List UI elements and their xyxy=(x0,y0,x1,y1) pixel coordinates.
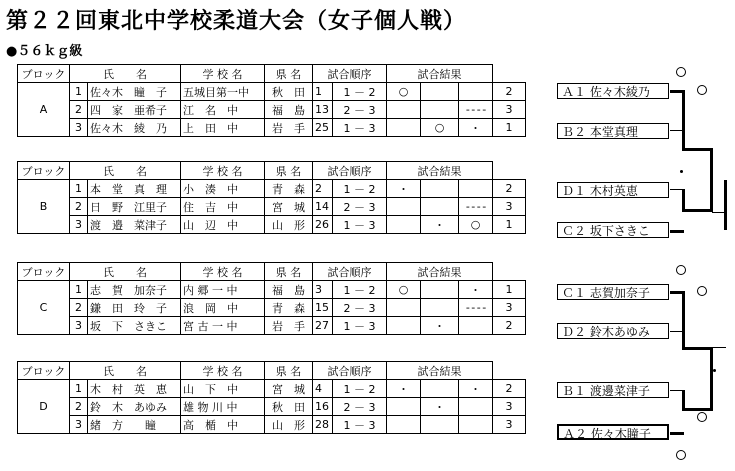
block-letter: D xyxy=(18,380,70,434)
result-cell xyxy=(387,317,421,335)
result-cell: ・ xyxy=(421,317,459,335)
result-cell xyxy=(387,299,421,317)
result-cell: - - - - xyxy=(465,200,486,213)
prefecture: 山 形 xyxy=(265,216,313,234)
loss-dot xyxy=(680,170,683,173)
competitor-name: 志 賀 加奈子 xyxy=(88,281,181,299)
header-school: 学 校 名 xyxy=(181,263,265,281)
rank: 3 xyxy=(493,299,526,317)
bracket-entry: Ａ１ 佐々木綾乃 xyxy=(557,83,669,99)
school-name: 高 楯 中 xyxy=(181,416,265,434)
school-name: 山 辺 中 xyxy=(181,216,265,234)
block-letter: C xyxy=(18,281,70,335)
result-cell xyxy=(387,398,421,416)
pool-table-b xyxy=(17,161,546,234)
school-name: 小 湊 中 xyxy=(181,180,265,198)
bracket-line xyxy=(712,347,726,348)
prefecture: 山 形 xyxy=(265,416,313,434)
competitor-name: 渡 邉 菜津子 xyxy=(88,216,181,234)
match-seq: 2 xyxy=(313,180,333,198)
match-pair: 1 － 3 xyxy=(333,317,387,335)
match-pair: 1 － 3 xyxy=(333,416,387,434)
match-pair: 1 － 2 xyxy=(333,180,387,198)
page-title: 第２２回東北中学校柔道大会（女子個人戦） xyxy=(6,9,467,34)
header-order: 試合順序 xyxy=(313,263,387,281)
result-cell xyxy=(421,416,459,434)
bracket-line xyxy=(682,209,712,212)
table-row xyxy=(18,281,546,299)
rank: 3 xyxy=(493,101,526,119)
match-seq: 27 xyxy=(313,317,333,335)
prefecture: 福 島 xyxy=(265,281,313,299)
bracket-line xyxy=(682,189,685,211)
block-letter: A xyxy=(18,83,70,137)
bracket-line xyxy=(682,148,712,151)
school-name: 内 郷 一 中 xyxy=(181,281,265,299)
win-circle xyxy=(697,286,707,296)
header-results: 試合結果 xyxy=(387,362,493,380)
header-block: ブロック xyxy=(18,263,70,281)
table-row xyxy=(18,317,546,335)
match-pair: 2 － 3 xyxy=(333,198,387,216)
header-spacer xyxy=(493,65,526,83)
result-cell xyxy=(459,398,493,416)
header-results: 試合結果 xyxy=(387,65,493,83)
header-pref: 県 名 xyxy=(265,263,313,281)
bracket-line xyxy=(710,148,713,212)
result-cell: - - - - xyxy=(465,103,486,116)
result-cell xyxy=(421,380,459,398)
competitor-number: 3 xyxy=(70,119,88,137)
match-pair: 2 － 3 xyxy=(333,101,387,119)
school-name: 江 名 中 xyxy=(181,101,265,119)
result-cell: - - - - xyxy=(465,301,486,314)
result-cell xyxy=(387,198,421,216)
table-row xyxy=(18,380,546,398)
rank: 2 xyxy=(493,317,526,335)
header-school: 学 校 名 xyxy=(181,362,265,380)
header-name: 氏 名 xyxy=(70,362,181,380)
bracket-line xyxy=(670,230,684,233)
header-pref: 県 名 xyxy=(265,65,313,83)
bracket-entry: Ｄ２ 鈴木あゆみ xyxy=(557,323,669,339)
header-pref: 県 名 xyxy=(265,362,313,380)
result-cell xyxy=(421,299,459,317)
competitor-number: 3 xyxy=(70,216,88,234)
bracket-line xyxy=(670,432,684,435)
prefecture: 宮 城 xyxy=(265,198,313,216)
pool-table-a xyxy=(17,64,546,137)
win-circle xyxy=(697,412,707,422)
bracket-entry: Ｂ２ 本堂真理 xyxy=(557,123,669,139)
prefecture: 青 森 xyxy=(265,299,313,317)
header-name: 氏 名 xyxy=(70,263,181,281)
bracket-line xyxy=(670,130,684,131)
result-cell: ・ xyxy=(387,180,421,198)
competitor-number: 2 xyxy=(70,198,88,216)
header-order: 試合順序 xyxy=(313,65,387,83)
match-seq: 3 xyxy=(313,281,333,299)
header-block: ブロック xyxy=(18,162,70,180)
result-cell: ・ xyxy=(459,281,493,299)
bracket-line xyxy=(682,347,712,350)
loss-dot xyxy=(713,369,716,372)
match-seq: 28 xyxy=(313,416,333,434)
rank: 1 xyxy=(493,119,526,137)
result-cell xyxy=(387,101,421,119)
win-circle xyxy=(697,85,707,95)
header-results: 試合結果 xyxy=(387,162,493,180)
competitor-name: 坂 下 さきこ xyxy=(88,317,181,335)
bracket-line xyxy=(682,90,685,150)
school-name: 五城目第一中 xyxy=(181,83,265,101)
weight-class: ●５６ｋｇ級 xyxy=(6,44,83,59)
prefecture: 岩 手 xyxy=(265,317,313,335)
competitor-name: 本 堂 真 理 xyxy=(88,180,181,198)
school-name: 宮 古 一 中 xyxy=(181,317,265,335)
match-seq: 4 xyxy=(313,380,333,398)
result-cell xyxy=(421,180,459,198)
competitor-number: 2 xyxy=(70,398,88,416)
rank: 2 xyxy=(493,83,526,101)
table-row xyxy=(18,180,546,198)
result-cell xyxy=(387,119,421,137)
result-cell xyxy=(387,216,421,234)
match-seq: 26 xyxy=(313,216,333,234)
school-name: 浪 岡 中 xyxy=(181,299,265,317)
result-cell xyxy=(459,180,493,198)
competitor-name: 日 野 江里子 xyxy=(88,198,181,216)
competitor-number: 1 xyxy=(70,83,88,101)
result-cell xyxy=(459,83,493,101)
bracket-entry: Ｃ２ 坂下さきこ xyxy=(557,222,669,238)
match-pair: 1 － 2 xyxy=(333,281,387,299)
competitor-number: 1 xyxy=(70,281,88,299)
competitor-number: 2 xyxy=(70,101,88,119)
match-pair: 2 － 3 xyxy=(333,299,387,317)
result-cell: ○ xyxy=(387,83,421,101)
block-letter: B xyxy=(18,180,70,234)
match-pair: 1 － 2 xyxy=(333,83,387,101)
bracket-line xyxy=(682,390,685,410)
header-spacer xyxy=(493,362,526,380)
pool-table-c xyxy=(17,262,546,335)
header-block: ブロック xyxy=(18,65,70,83)
result-cell xyxy=(421,101,459,119)
match-seq: 13 xyxy=(313,101,333,119)
header-order: 試合順序 xyxy=(313,362,387,380)
result-cell: ・ xyxy=(459,380,493,398)
rank: 3 xyxy=(493,198,526,216)
bracket-entry: Ｄ１ 木村英恵 xyxy=(557,182,669,198)
match-pair: 1 － 3 xyxy=(333,216,387,234)
header-spacer xyxy=(493,263,526,281)
header-name: 氏 名 xyxy=(70,65,181,83)
result-cell xyxy=(387,416,421,434)
header-results: 試合結果 xyxy=(387,263,493,281)
match-seq: 15 xyxy=(313,299,333,317)
table-row xyxy=(18,119,546,137)
header-spacer xyxy=(493,162,526,180)
result-cell: ・ xyxy=(459,119,493,137)
match-pair: 1 － 3 xyxy=(333,119,387,137)
header-order: 試合順序 xyxy=(313,162,387,180)
header-school: 学 校 名 xyxy=(181,65,265,83)
win-circle xyxy=(676,67,686,77)
rank: 2 xyxy=(493,380,526,398)
competitor-name: 四 家 亜希子 xyxy=(88,101,181,119)
result-cell: ○ xyxy=(387,281,421,299)
prefecture: 岩 手 xyxy=(265,119,313,137)
result-cell: ・ xyxy=(421,216,459,234)
competitor-name: 佐々木 瞳 子 xyxy=(88,83,181,101)
result-cell xyxy=(459,317,493,335)
school-name: 山 下 中 xyxy=(181,380,265,398)
header-name: 氏 名 xyxy=(70,162,181,180)
table-row xyxy=(18,101,546,119)
prefecture: 秋 田 xyxy=(265,83,313,101)
win-circle xyxy=(676,265,686,275)
match-seq: 14 xyxy=(313,198,333,216)
rank: 3 xyxy=(493,416,526,434)
bracket-line xyxy=(724,180,727,230)
result-cell xyxy=(421,83,459,101)
competitor-name: 佐々木 綾 乃 xyxy=(88,119,181,137)
match-seq: 16 xyxy=(313,398,333,416)
rank: 1 xyxy=(493,281,526,299)
school-name: 上 田 中 xyxy=(181,119,265,137)
rank: 1 xyxy=(493,216,526,234)
win-circle xyxy=(676,450,686,460)
competitor-number: 1 xyxy=(70,180,88,198)
result-cell: ・ xyxy=(421,398,459,416)
competitor-number: 3 xyxy=(70,416,88,434)
table-row xyxy=(18,398,546,416)
match-pair: 1 － 2 xyxy=(333,380,387,398)
school-name: 雄 物 川 中 xyxy=(181,398,265,416)
match-pair: 2 － 3 xyxy=(333,398,387,416)
table-row xyxy=(18,216,546,234)
bracket-line xyxy=(682,291,685,349)
competitor-number: 2 xyxy=(70,299,88,317)
table-row xyxy=(18,299,546,317)
bracket-line xyxy=(682,408,712,411)
competitor-number: 3 xyxy=(70,317,88,335)
school-name: 住 吉 中 xyxy=(181,198,265,216)
competitor-name: 木 村 英 恵 xyxy=(88,380,181,398)
prefecture: 青 森 xyxy=(265,180,313,198)
bracket-entry: Ａ２ 佐々木瞳子 xyxy=(557,424,669,440)
pool-table-d xyxy=(17,361,546,434)
table-row xyxy=(18,83,546,101)
competitor-name: 鈴 木 あゆみ xyxy=(88,398,181,416)
match-seq: 25 xyxy=(313,119,333,137)
result-cell xyxy=(459,416,493,434)
competitor-number: 1 xyxy=(70,380,88,398)
bracket-line xyxy=(670,331,684,332)
bracket-line xyxy=(710,347,713,411)
header-school: 学 校 名 xyxy=(181,162,265,180)
result-cell: ・ xyxy=(387,380,421,398)
result-cell: ○ xyxy=(459,216,493,234)
result-cell: ○ xyxy=(421,119,459,137)
rank: 3 xyxy=(493,398,526,416)
bracket-entry: Ｃ１ 志賀加奈子 xyxy=(557,284,669,300)
table-row xyxy=(18,416,546,434)
header-pref: 県 名 xyxy=(265,162,313,180)
header-block: ブロック xyxy=(18,362,70,380)
match-seq: 1 xyxy=(313,83,333,101)
prefecture: 福 島 xyxy=(265,101,313,119)
prefecture: 秋 田 xyxy=(265,398,313,416)
table-row xyxy=(18,198,546,216)
competitor-name: 緒 方 瞳 xyxy=(88,416,181,434)
prefecture: 宮 城 xyxy=(265,380,313,398)
result-cell xyxy=(421,198,459,216)
rank: 2 xyxy=(493,180,526,198)
bracket-entry: Ｂ１ 渡邊菜津子 xyxy=(557,382,669,398)
competitor-name: 鎌 田 玲 子 xyxy=(88,299,181,317)
result-cell xyxy=(421,281,459,299)
